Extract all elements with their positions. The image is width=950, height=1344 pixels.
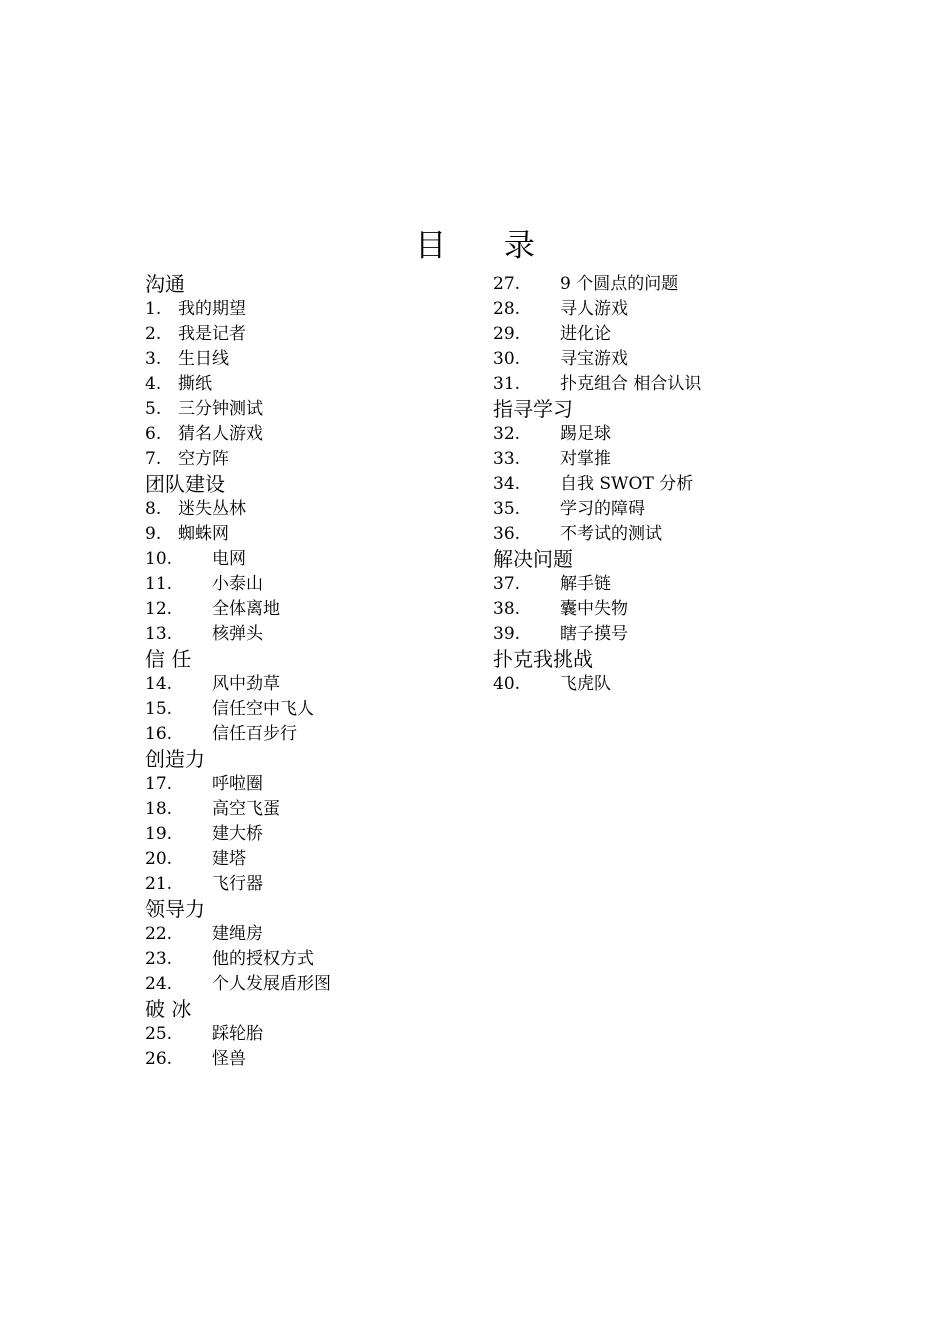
- entry-label: 飞行器: [212, 874, 263, 894]
- toc-entry[interactable]: [493, 622, 813, 647]
- entry-number: 32.: [493, 424, 521, 444]
- entry-number: 26.: [145, 1049, 173, 1069]
- toc-entry[interactable]: [145, 572, 465, 597]
- toc-entry[interactable]: [145, 522, 465, 547]
- entry-label: 迷失丛林: [178, 499, 246, 519]
- entry-label: 信任百步行: [212, 724, 297, 744]
- entry-number: 22.: [145, 924, 173, 944]
- entry-label: 建塔: [212, 849, 246, 869]
- toc-entry[interactable]: [145, 347, 465, 372]
- toc-entry[interactable]: [493, 297, 813, 322]
- entry-number: 34.: [493, 474, 521, 494]
- entry-number: 27.: [493, 274, 521, 294]
- toc-entry[interactable]: [145, 697, 465, 722]
- entry-number: 36.: [493, 524, 521, 544]
- entry-number: 10.: [145, 549, 173, 569]
- entry-number: 38.: [493, 599, 521, 619]
- toc-entry[interactable]: [145, 872, 465, 897]
- toc-entry[interactable]: [145, 322, 465, 347]
- entry-number: 39.: [493, 624, 521, 644]
- toc-entry[interactable]: [493, 272, 813, 297]
- entry-label: 建绳房: [212, 924, 263, 944]
- entry-label: 小泰山: [212, 574, 263, 594]
- entry-number: 24.: [145, 974, 173, 994]
- entry-number: 19.: [145, 824, 173, 844]
- toc-entry[interactable]: [145, 772, 465, 797]
- entry-label: 呼啦圈: [212, 774, 263, 794]
- toc-entry[interactable]: [145, 547, 465, 572]
- page-title: 目 录: [415, 228, 559, 264]
- toc-entry[interactable]: [145, 297, 465, 322]
- section-heading: 指寻学习: [493, 397, 573, 421]
- entry-number: 15.: [145, 699, 173, 719]
- entry-label: 踢足球: [560, 424, 611, 444]
- entry-label: 全体离地: [212, 599, 280, 619]
- entry-number: 35.: [493, 499, 521, 519]
- entry-label: 解手链: [560, 574, 611, 594]
- entry-label: 囊中失物: [560, 599, 628, 619]
- entry-number: 8.: [145, 499, 162, 519]
- entry-label: 电网: [212, 549, 246, 569]
- entry-label: 学习的障碍: [560, 499, 645, 519]
- entry-number: 17.: [145, 774, 173, 794]
- toc-entry[interactable]: [493, 497, 813, 522]
- entry-number: 11.: [145, 574, 173, 594]
- entry-number: 20.: [145, 849, 173, 869]
- toc-entry[interactable]: [493, 572, 813, 597]
- entry-label: 自我 SWOT 分析: [560, 474, 694, 494]
- toc-entry[interactable]: [145, 372, 465, 397]
- entry-label: 猜名人游戏: [178, 424, 263, 444]
- entry-label: 瞎子摸号: [560, 624, 628, 644]
- toc-entry[interactable]: [145, 722, 465, 747]
- entry-label: 风中劲草: [212, 674, 280, 694]
- section-heading: 解决问题: [493, 547, 573, 571]
- toc-entry[interactable]: [493, 672, 813, 697]
- toc-entry[interactable]: [145, 1022, 465, 1047]
- toc-entry[interactable]: [145, 422, 465, 447]
- entry-label: 寻人游戏: [560, 299, 628, 319]
- toc-entry[interactable]: [145, 622, 465, 647]
- entry-number: 40.: [493, 674, 521, 694]
- section-heading: 创造力: [145, 747, 205, 771]
- toc-entry[interactable]: [145, 597, 465, 622]
- toc-entry[interactable]: [493, 422, 813, 447]
- entry-label: 信任空中飞人: [212, 699, 314, 719]
- entry-label: 扑克组合 相合认识: [560, 374, 702, 394]
- entry-number: 37.: [493, 574, 521, 594]
- entry-number: 30.: [493, 349, 521, 369]
- entry-number: 29.: [493, 324, 521, 344]
- entry-label: 踩轮胎: [212, 1024, 263, 1044]
- entry-number: 28.: [493, 299, 521, 319]
- entry-label: 核弹头: [212, 624, 263, 644]
- toc-entry[interactable]: [145, 972, 465, 997]
- entry-label: 9 个圆点的问题: [560, 274, 679, 294]
- entry-number: 18.: [145, 799, 173, 819]
- entry-number: 31.: [493, 374, 521, 394]
- entry-label: 我是记者: [178, 324, 246, 344]
- entry-label: 对掌推: [560, 449, 611, 469]
- toc-entry[interactable]: [145, 397, 465, 422]
- entry-label: 我的期望: [178, 299, 246, 319]
- toc-entry[interactable]: [145, 947, 465, 972]
- entry-number: 12.: [145, 599, 173, 619]
- toc-entry[interactable]: [145, 672, 465, 697]
- entry-number: 14.: [145, 674, 173, 694]
- entry-number: 6.: [145, 424, 162, 444]
- entry-number: 13.: [145, 624, 173, 644]
- toc-left-column: [145, 272, 465, 1072]
- entry-number: 23.: [145, 949, 173, 969]
- entry-number: 25.: [145, 1024, 173, 1044]
- toc-entry[interactable]: [493, 447, 813, 472]
- toc-entry[interactable]: [145, 447, 465, 472]
- entry-number: 4.: [145, 374, 162, 394]
- section-heading: 团队建设: [145, 472, 225, 496]
- entry-number: 33.: [493, 449, 521, 469]
- entry-label: 飞虎队: [560, 674, 611, 694]
- toc-entry[interactable]: [145, 497, 465, 522]
- toc-entry[interactable]: [493, 347, 813, 372]
- toc-entry[interactable]: [493, 597, 813, 622]
- section-heading: 领导力: [145, 897, 205, 921]
- section-heading: 信 任: [145, 647, 192, 671]
- entry-label: 个人发展盾形图: [212, 974, 331, 994]
- toc-right-column: [493, 272, 813, 697]
- entry-label: 进化论: [560, 324, 611, 344]
- entry-number: 16.: [145, 724, 173, 744]
- entry-label: 不考试的测试: [560, 524, 662, 544]
- toc-entry[interactable]: [145, 822, 465, 847]
- entry-label: 高空飞蛋: [212, 799, 280, 819]
- entry-label: 寻宝游戏: [560, 349, 628, 369]
- entry-number: 5.: [145, 399, 162, 419]
- entry-label: 三分钟测试: [178, 399, 263, 419]
- section-heading: 扑克我挑战: [493, 647, 593, 671]
- entry-number: 21.: [145, 874, 173, 894]
- toc-entry[interactable]: [145, 847, 465, 872]
- entry-label: 空方阵: [178, 449, 229, 469]
- entry-number: 1.: [145, 299, 162, 319]
- entry-label: 生日线: [178, 349, 229, 369]
- section-heading: 沟通: [145, 272, 185, 296]
- toc-entry[interactable]: [145, 797, 465, 822]
- toc-entry[interactable]: [145, 1047, 465, 1072]
- entry-number: 2.: [145, 324, 162, 344]
- toc-entry[interactable]: [493, 372, 813, 397]
- entry-number: 7.: [145, 449, 162, 469]
- entry-label: 蜘蛛网: [178, 524, 229, 544]
- toc-entry[interactable]: [493, 322, 813, 347]
- toc-entry[interactable]: [493, 472, 813, 497]
- entry-label: 他的授权方式: [212, 949, 314, 969]
- entry-label: 怪兽: [212, 1049, 246, 1069]
- toc-entry[interactable]: [145, 922, 465, 947]
- toc-entry[interactable]: [493, 522, 813, 547]
- entry-number: 9.: [145, 524, 162, 544]
- entry-label: 撕纸: [178, 374, 212, 394]
- section-heading: 破 冰: [145, 997, 192, 1021]
- entry-number: 3.: [145, 349, 162, 369]
- entry-label: 建大桥: [212, 824, 263, 844]
